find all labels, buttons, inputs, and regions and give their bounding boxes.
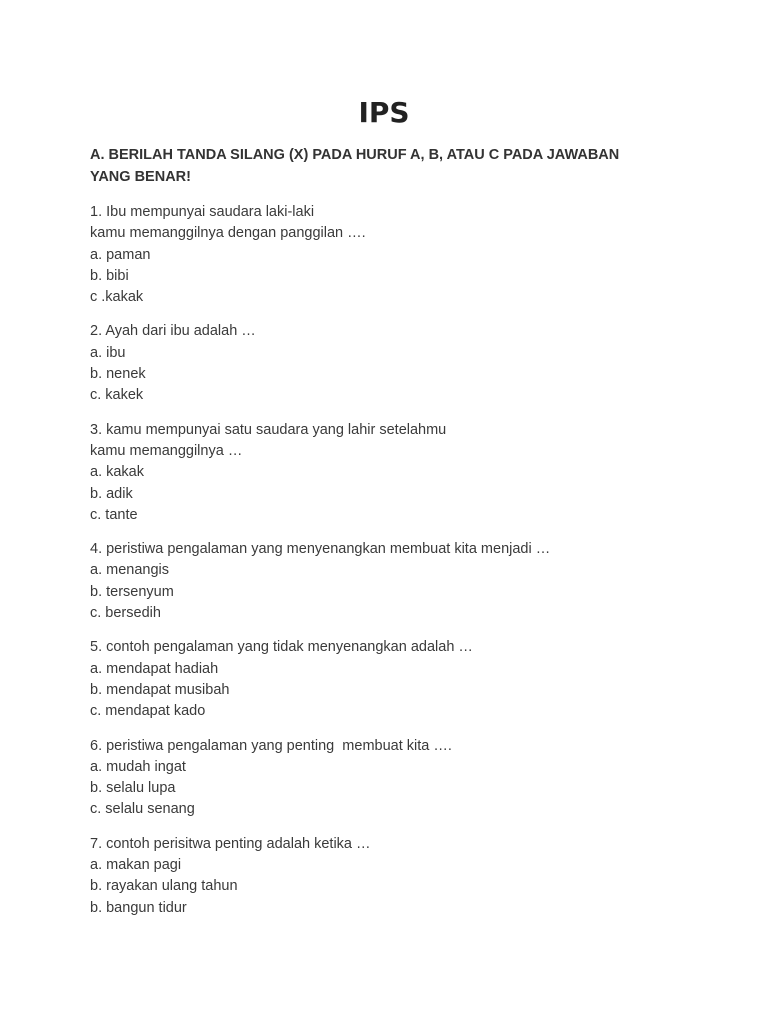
question-text: kamu memanggilnya … bbox=[90, 442, 243, 459]
question-6 bbox=[90, 736, 690, 821]
answer-option: c. selalu senang bbox=[90, 801, 195, 818]
question-text: 2. Ayah dari ibu adalah … bbox=[90, 323, 256, 340]
question-text: kamu memanggilnya dengan panggilan …. bbox=[90, 225, 366, 242]
answer-option: b. mendapat musibah bbox=[90, 681, 230, 698]
question-text: 4. peristiwa pengalaman yang menyenangkan membuat kita menjadi … bbox=[90, 541, 551, 558]
answer-option: c. tante bbox=[90, 506, 138, 523]
instruction-heading: A. BERILAH TANDA SILANG (X) PADA HURUF A, B, ATAU C PADA JAWABAN YANG BENAR! bbox=[90, 147, 620, 185]
question-text: 3. kamu mempunyai satu saudara yang lahir setelahmu bbox=[90, 421, 447, 438]
question-text: 5. contoh pengalaman yang tidak menyenangkan adalah … bbox=[90, 639, 473, 656]
answer-option: b. bibi bbox=[90, 267, 129, 284]
answer-option: c. kakek bbox=[90, 387, 144, 404]
answer-option: c .kakak bbox=[90, 289, 144, 306]
answer-option: b. bangun tidur bbox=[90, 899, 187, 916]
answer-option: a. mudah ingat bbox=[90, 758, 186, 775]
question-2 bbox=[90, 321, 690, 406]
question-5 bbox=[90, 637, 690, 722]
answer-option: b. tersenyum bbox=[90, 583, 174, 600]
answer-option: a. menangis bbox=[90, 562, 169, 579]
question-1 bbox=[90, 202, 690, 308]
answer-option: b. adik bbox=[90, 485, 133, 502]
answer-option: c. mendapat kado bbox=[90, 703, 206, 720]
document-page bbox=[90, 96, 690, 932]
page-title: IPS bbox=[358, 96, 410, 129]
question-4 bbox=[90, 539, 690, 624]
question-text: 6. peristiwa pengalaman yang penting membuat kita …. bbox=[90, 737, 452, 754]
answer-option: a. ibu bbox=[90, 344, 126, 361]
question-7 bbox=[90, 834, 690, 919]
answer-option: a. paman bbox=[90, 246, 151, 263]
answer-option: b. nenek bbox=[90, 366, 146, 383]
answer-option: b. rayakan ulang tahun bbox=[90, 878, 238, 895]
answer-option: a. makan pagi bbox=[90, 857, 182, 874]
answer-option: a. kakak bbox=[90, 464, 144, 481]
question-3 bbox=[90, 420, 690, 526]
question-text: 1. Ibu mempunyai saudara laki-laki bbox=[90, 204, 315, 220]
answer-option: a. mendapat hadiah bbox=[90, 660, 219, 677]
question-text: 7. contoh perisitwa penting adalah ketika … bbox=[90, 835, 371, 852]
answer-option: c. bersedih bbox=[90, 605, 161, 622]
answer-option: b. selalu lupa bbox=[90, 780, 176, 797]
